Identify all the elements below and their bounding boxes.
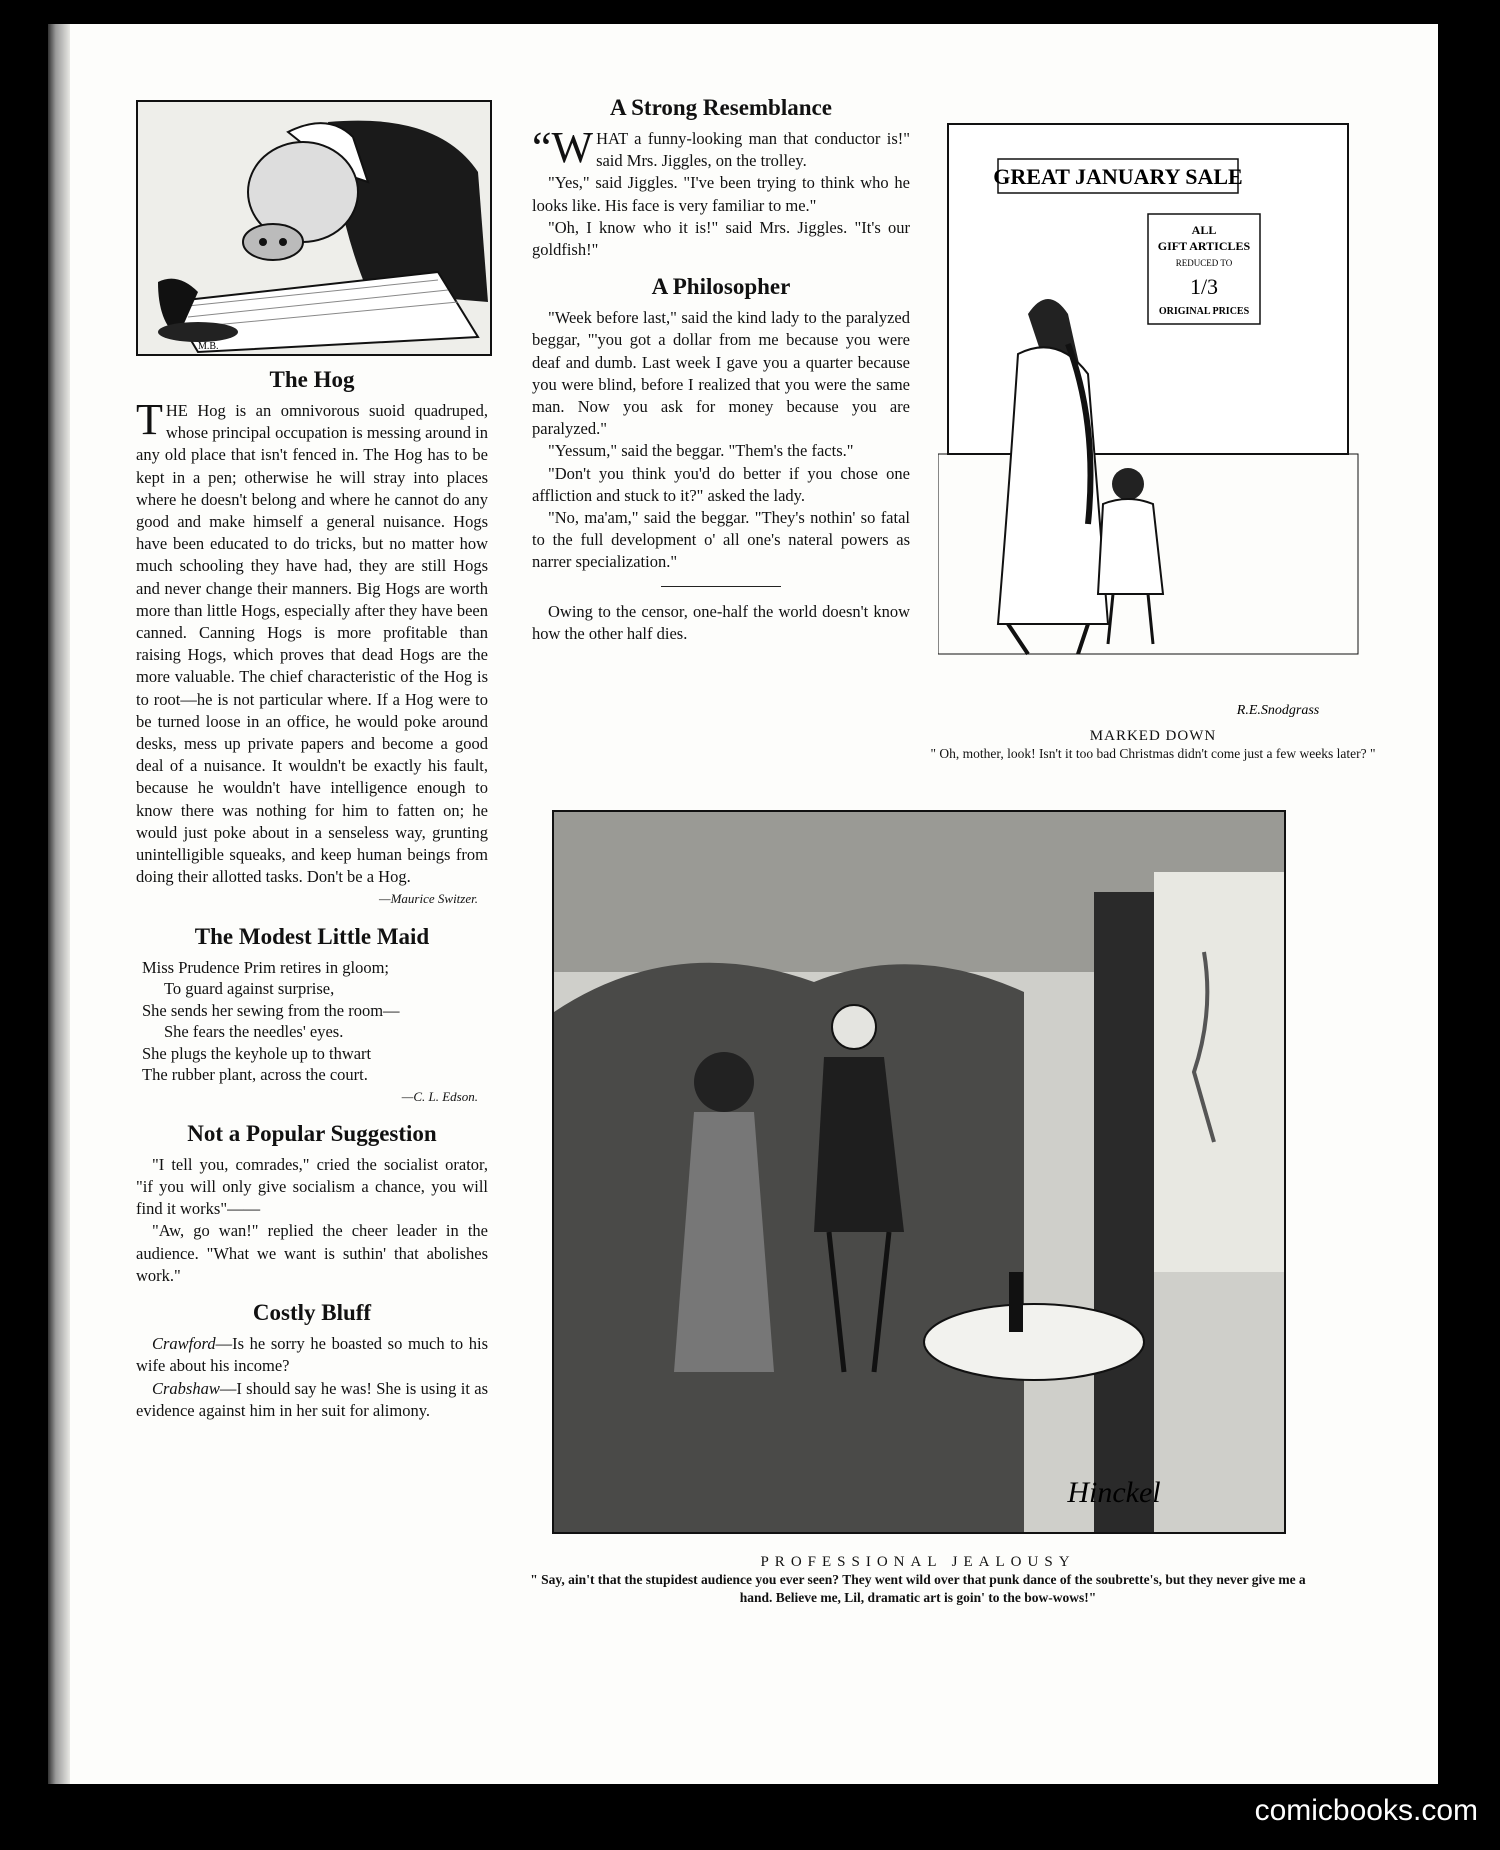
card-line: GIFT ARTICLES [1157, 239, 1251, 253]
hog-body-text: HE Hog is an omnivorous suoid quadruped, whose principal occupation is messing around in any old place that isn't fenced in. The Hog has to be kept in a pen; otherwise he will stray into places where he doesn't belong and where he cannot do any good and make himself a general nuisance. Hogs have been educated to do tricks, but no matter how much schooling they have had, they are still Hogs and never change their manners. Big Hogs are worth more than little Hogs, especially after they have been canned. Canning Hogs is more profitable than raising Hogs, which proves that dead Hogs are the more valuable. The chief characteristic of the Hog is to root—he is not particular where. If a Hog were to be turned loose in an office, he would poke around desks, mess up private papers and become a good deal of a nuisance. It wouldn't be exactly his fault, because he wouldn't have intelligence enough to know there was nothing for him to fatten on; he would just poke about in a senseless way, grunting unintelligible squeaks, and keep human beings from doing their allotted tasks. Don't be a Hog. [136, 401, 488, 887]
hog-byline: —Maurice Switzer. [379, 891, 478, 907]
jealousy-caption [518, 1554, 1318, 1607]
resemblance-p2: "Yes," said Jiggles. "I've been trying to think who he looks like. His face is very familiar to me." [532, 173, 910, 215]
hog-body [136, 395, 488, 888]
marked-down-caption-text: " Oh, mother, look! Isn't it too bad Christmas didn't come just a few weeks later? " [930, 746, 1376, 761]
middle-column [532, 94, 910, 645]
marked-down-cartoon [938, 104, 1378, 720]
poem-line: She plugs the keyhole up to thwart [142, 1043, 372, 1063]
philosopher-p4: "No, ma'am," said the beggar. "They's nothin' so fatal to the full development o' all one's nateral powers as narrer specialization." [532, 508, 910, 572]
jealousy-cartoon [552, 810, 1286, 1534]
card-line: ALL [1191, 223, 1217, 237]
poem-line: Miss Prudence Prim retires in gloom; [142, 957, 390, 977]
maid-byline: —C. L. Edson. [401, 1088, 478, 1104]
resemblance-p1-text: HAT a funny-looking man that conductor is!" said Mrs. Jiggles, on the trolley. [596, 129, 910, 171]
jealousy-caption-text: " Say, ain't that the stupidest audience you ever seen? They went wild over that punk dance of the soubrette's, but they never give me a hand. Believe me, Lil, dramatic art is goin' to the bow-wows!" [530, 1572, 1306, 1605]
resemblance-p1 [532, 123, 910, 172]
speaker-name: Crawford [152, 1334, 216, 1354]
resemblance-dropcap: “W [532, 123, 594, 172]
marked-down-caption [928, 728, 1378, 763]
magazine-page [48, 24, 1438, 1784]
hog-dropcap: T [136, 395, 163, 444]
poem-line: She sends her sewing from the room— [142, 1000, 400, 1020]
poem-line: The rubber plant, across the court. [142, 1065, 368, 1085]
bluff-line: —I should say he was! She is using it as evidence against him in her suit for alimony. [136, 1378, 488, 1420]
card-line: ORIGINAL PRICES [1158, 306, 1250, 317]
hog-title: The Hog [269, 367, 355, 392]
poem-line: She fears the needles' eyes. [164, 1022, 344, 1042]
marked-down-drawing [938, 104, 1378, 720]
marked-down-signature: R.E.Snodgrass [1236, 703, 1320, 718]
section-divider [661, 586, 781, 587]
philosopher-p1: "Week before last," said the kind lady to the paralyzed beggar, "'you got a dollar from me because you were deaf and dumb. Last week I gave you a quarter because you were blind, before I realized that you were the same man. Now you ask for money because you are paralyzed." [532, 308, 910, 439]
philosopher-p2: "Yessum," said the beggar. "Them's the facts." [548, 441, 854, 461]
bluff-line: —Is he sorry he boasted so much to his wife about his income? [136, 1334, 488, 1376]
card-line: 1/3 [1189, 274, 1219, 299]
page-gutter [48, 24, 70, 1784]
hog-cartoon [136, 100, 492, 356]
censor-text: Owing to the censor, one-half the world doesn't know how the other half dies. [532, 601, 910, 643]
jealousy-title: PROFESSIONAL JEALOUSY [760, 1554, 1076, 1570]
philosopher-p3: "Don't you think you'd do better if you chose one affliction and stuck to it?" asked the lady. [532, 463, 910, 505]
sale-sign: GREAT JANUARY SALE [993, 164, 1243, 189]
watermark: comicbooks.com [1254, 1794, 1478, 1827]
resemblance-title: A Strong Resemblance [610, 95, 832, 120]
suggestion-p1: "I tell you, comrades," cried the socialist orator, "if you will only give socialism a chance, you will find it works"—— [136, 1154, 488, 1219]
card-line: REDUCED TO [1175, 258, 1233, 268]
hog-cartoon-signature: M.B. [198, 341, 219, 352]
bluff-p2 [136, 1378, 488, 1422]
suggestion-p2: "Aw, go wan!" replied the cheer leader in the audience. "What we want is suthin' that abolishes work." [136, 1221, 488, 1285]
philosopher-title: A Philosopher [651, 274, 791, 300]
bluff-title: Costly Bluff [252, 1300, 372, 1326]
resemblance-p3: "Oh, I know who it is!" said Mrs. Jiggles. "It's our goldfish!" [532, 217, 910, 260]
jealousy-signature: Hinckel [1067, 1476, 1161, 1509]
marked-down-title: MARKED DOWN [1089, 728, 1217, 744]
maid-title: The Modest Little Maid [194, 923, 430, 949]
bluff-p1 [136, 1333, 488, 1377]
jealousy-drawing [554, 812, 1284, 1532]
hog-drawing [138, 102, 490, 354]
poem-line: To guard against surprise, [164, 979, 335, 999]
maid-poem [136, 957, 488, 1086]
speaker-name: Crabshaw [152, 1378, 220, 1398]
left-column [136, 366, 488, 1422]
suggestion-title: Not a Popular Suggestion [187, 1120, 437, 1146]
